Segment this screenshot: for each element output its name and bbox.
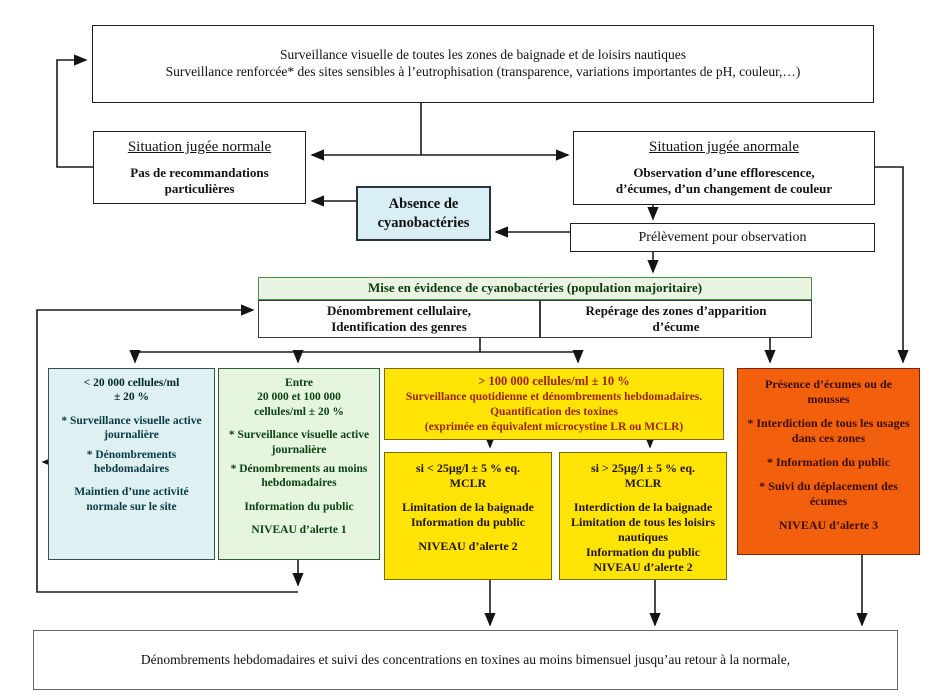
niveau1-bullet1: * Surveillance visuelle active journalière [228,429,370,456]
surveillance-line2: Surveillance renforcée* des sites sensibles à l’eutrophisation (transparence, variations importantes de pH, couleur,…) [165,64,801,79]
niveau3-bullet2: * Information du public [766,455,891,469]
box-situation-anormale [573,131,875,205]
cell-right-label: Repérage des zones d’apparition d’écume [585,302,767,334]
niveau0-heading-l2: ± 20 % [113,391,150,404]
niveau2b-line1: Interdiction de la baignade [573,500,713,514]
toxines-line1: > 100 000 cellules/ml ± 10 % [478,374,630,389]
situation-normale-title: Situation jugée normale [127,138,272,155]
niveau2a-level: NIVEAU d’alerte 2 [418,539,518,553]
absence-label: Absence de cyanobactéries [377,196,470,231]
niveau1-level: NIVEAU d’alerte 1 [251,524,347,536]
niveau1-heading-l3: cellules/ml ± 20 % [254,405,344,418]
arrow-denombrement-distribution [135,338,578,362]
toxines-line2: Surveillance quotidienne et dénombrements hebdomadaires. [405,390,703,403]
cell-left-line2: Identification des genres [331,319,467,334]
situation-normale-body: Pas de recommandations particulières [130,164,269,196]
arrow-toxines-to-alerte2 [490,440,650,447]
niveau0-footer: Maintien d’une activité normale sur le site [74,486,189,513]
box-alerte3-ecumes [737,368,920,555]
box-mise-en-evidence-header [258,277,812,300]
box-alerte2-limitation [384,452,552,580]
surveillance-line1: Surveillance visuelle de toutes les zones de baignade et de loisirs nautiques [279,47,686,63]
box-surveillance-visuelle [92,25,874,103]
box-entre-20000-100000-cellules [218,368,380,560]
arrow-surveillance-split [312,103,568,155]
niveau2b-line3: Information du public [585,545,701,559]
niveau2a-line1: Limitation de la baignade [402,500,534,514]
niveau1-heading-l1: Entre [285,377,313,389]
box-plus-100000-cellules-toxines [384,368,724,440]
niveau2a-heading-l2: MCLR [449,476,487,490]
retour-normale-label: Dénombrements hebdomadaires et suivi des concentrations en toxines au moins bimensuel jusqu’au retour à la normale, [140,651,791,667]
prelevement-label: Prélèvement pour observation [638,229,807,245]
toxines-line4: (exprimée en équivalent microcystine LR ou MCLR) [424,420,684,433]
box-situation-normale [93,131,306,204]
niveau2b-heading-l1: si > 25µg/l ± 5 % eq. [590,461,695,475]
niveau3-bullet3: * Suivi du déplacement des écumes [759,479,898,508]
niveau2b-line2: Limitation de tous les loisirs nautiques [570,515,715,544]
cell-reperage-zones-ecume [540,300,812,338]
arrow-loop-normale-to-surveillance [57,60,93,167]
box-moins-20000-cellules [48,368,215,560]
situation-anormale-body1: Observation d’une efflorescence, [633,165,815,181]
arrow-anormale-to-niveau3 [875,167,903,362]
mise-en-evidence-label: Mise en évidence de cyanobactéries (population majoritaire) [367,280,703,296]
niveau3-heading: Présence d’écumes ou de mousses [765,377,892,406]
niveau0-bullet2: * Dénombrements hebdomadaires [86,448,177,475]
toxines-line3: Quantification des toxines [490,405,618,418]
niveau2a-line2: Information du public [410,515,526,529]
box-alerte2-interdiction [559,452,727,580]
box-absence-cyanobacteries [356,186,491,241]
box-retour-normale [33,630,898,690]
niveau0-heading-l1: < 20 000 cellules/ml [83,377,180,389]
niveau1-info: Information du public [244,500,354,513]
situation-anormale-body2: d’écumes, d’un changement de couleur [615,181,833,197]
niveau3-level: NIVEAU d’alerte 3 [778,518,879,532]
niveau3-bullet1: * Interdiction de tous les usages dans ces zones [747,416,910,445]
niveau1-bullet2: * Dénombrements au moins hebdomadaires [230,462,368,490]
niveau0-bullet1: * Surveillance visuelle active journalière [61,414,202,442]
niveau2b-heading-l2: MCLR [624,476,662,490]
situation-anormale-title: Situation jugée anormale [649,139,799,156]
niveau2a-heading-l1: si < 25µg/l ± 5 % eq. [415,461,520,475]
cell-left-line1: Dénombrement cellulaire, [327,302,471,318]
niveau1-heading-l2: 20 000 et 100 000 [257,391,341,404]
cell-denombrement-cellulaire [258,300,540,338]
box-prelevement [570,223,875,252]
niveau2b-level: NIVEAU d’alerte 2 [593,560,693,574]
